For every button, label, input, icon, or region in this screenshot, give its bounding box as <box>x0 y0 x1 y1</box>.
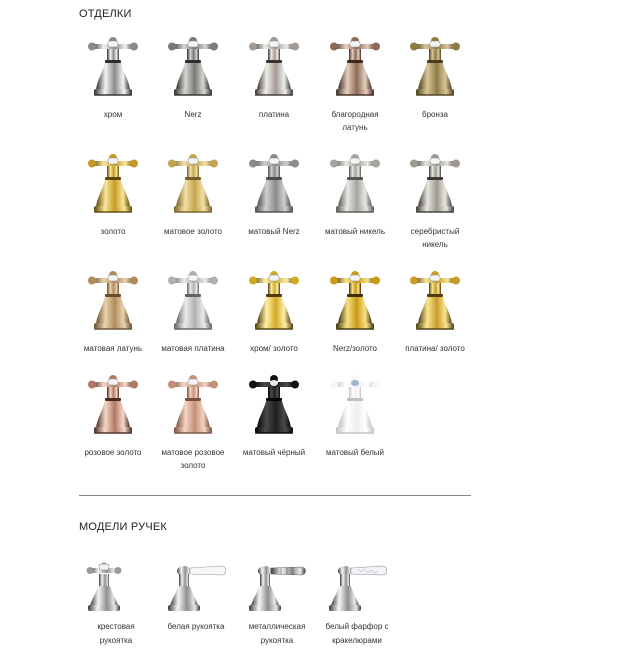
finish-swatch-matte-gold[interactable] <box>153 153 233 238</box>
section-divider <box>79 495 471 496</box>
finish-swatch-matte-platinum[interactable] <box>153 270 233 355</box>
faucet-cross-handle-icon <box>327 270 383 334</box>
faucet-cross-handle-icon <box>246 153 302 217</box>
faucet-cross-handle-icon <box>407 153 463 217</box>
handle-model-metal[interactable] <box>237 562 317 648</box>
finish-swatch-matte-brass[interactable] <box>73 270 153 355</box>
finish-swatch-chrome-gold[interactable] <box>234 270 314 355</box>
handle-label: белая рукоятка <box>167 622 225 631</box>
finish-label: матовое розовое золото <box>161 448 225 470</box>
faucet-cross-handle-icon <box>407 36 463 100</box>
faucet-cross-handle-icon <box>165 36 221 100</box>
finish-label: матовая латунь <box>83 344 143 353</box>
finish-swatch-nerz[interactable] <box>153 36 233 121</box>
finish-label: матовый белый <box>325 448 385 457</box>
finish-label: платина/ золото <box>405 344 465 353</box>
handles-title: МОДЕЛИ РУЧЕК <box>79 521 168 533</box>
finish-label: матовый Nerz <box>248 227 300 236</box>
finish-swatch-platinum[interactable] <box>234 36 314 121</box>
finish-swatch-matte-black[interactable] <box>234 374 314 459</box>
finish-label: бронза <box>421 110 448 119</box>
finishes-title: ОТДЕЛКИ <box>79 8 132 20</box>
finish-swatch-bronze[interactable] <box>395 36 475 121</box>
white-lever-handle-icon <box>160 562 232 614</box>
metal-lever-handle-icon <box>241 562 313 614</box>
faucet-cross-handle-icon <box>407 270 463 334</box>
finish-swatch-gold[interactable] <box>73 153 153 238</box>
faucet-cross-handle-icon <box>165 153 221 217</box>
faucet-cross-handle-icon <box>327 153 383 217</box>
finish-label: матовый никель <box>325 227 385 236</box>
finish-label: Nerz/золото <box>332 344 378 353</box>
finish-swatch-noble-brass[interactable] <box>315 36 395 134</box>
faucet-cross-handle-icon <box>246 374 302 438</box>
handle-label: крестовая рукоятка <box>97 622 135 645</box>
handle-label: металлическая рукоятка <box>248 622 306 645</box>
finish-swatch-chrome[interactable] <box>73 36 153 121</box>
crackle-porcelain-handle-icon <box>321 562 393 614</box>
handle-model-cross[interactable] <box>76 562 156 648</box>
faucet-cross-handle-icon <box>165 270 221 334</box>
handle-label: белый фарфор с кракелюрами <box>325 622 389 645</box>
finish-swatch-matte-white[interactable] <box>315 374 395 459</box>
faucet-cross-handle-icon <box>85 36 141 100</box>
finish-swatch-matte-rose-gold[interactable] <box>153 374 233 472</box>
finish-label: Nerz <box>184 110 202 119</box>
handle-model-crackle-porcelain[interactable] <box>317 562 397 648</box>
handle-model-white[interactable] <box>156 562 236 634</box>
faucet-cross-handle-icon <box>165 374 221 438</box>
faucet-cross-handle-icon <box>246 270 302 334</box>
cross-handle-icon <box>80 562 152 614</box>
finish-label: хром/ золото <box>250 344 298 353</box>
finish-label: серебристый никель <box>410 227 460 249</box>
faucet-cross-handle-icon <box>327 374 383 438</box>
finish-label: матовая платина <box>161 344 225 353</box>
finish-label: золото <box>100 227 126 236</box>
finish-swatch-matte-nerz[interactable] <box>234 153 314 238</box>
faucet-cross-handle-icon <box>85 270 141 334</box>
faucet-cross-handle-icon <box>327 36 383 100</box>
finish-swatch-rose-gold[interactable] <box>73 374 153 459</box>
finish-label: благородная латунь <box>331 110 379 132</box>
finish-swatch-silver-nickel[interactable] <box>395 153 475 251</box>
finish-swatch-platinum-gold[interactable] <box>395 270 475 355</box>
finish-label: розовое золото <box>84 448 142 457</box>
finish-label: матовое золото <box>164 227 222 236</box>
faucet-cross-handle-icon <box>85 374 141 438</box>
finish-label: платина <box>258 110 290 119</box>
finish-swatch-nerz-gold[interactable] <box>315 270 395 355</box>
finish-label: хром <box>103 110 123 119</box>
faucet-cross-handle-icon <box>85 153 141 217</box>
faucet-cross-handle-icon <box>246 36 302 100</box>
finish-swatch-matte-nickel[interactable] <box>315 153 395 238</box>
finish-label: матовый чёрный <box>242 448 306 457</box>
